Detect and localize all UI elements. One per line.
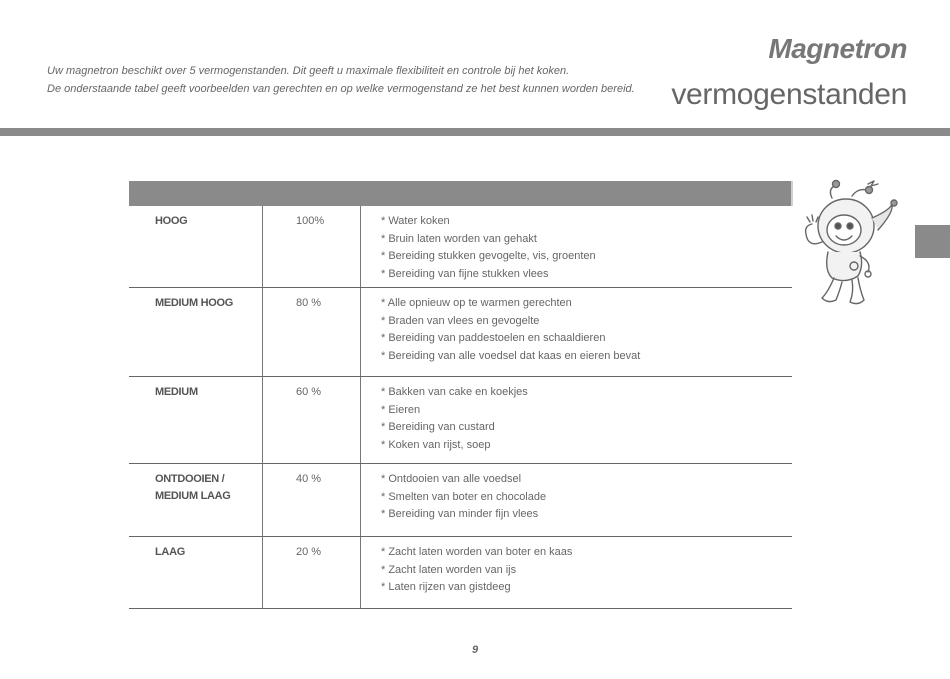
- table-row: [129, 464, 792, 537]
- power-percent: 40 %: [263, 464, 361, 536]
- usage-example-item: * Bruin laten worden van gehakt: [381, 232, 537, 245]
- page-title: Magnetron: [768, 33, 907, 64]
- usage-examples: [361, 288, 640, 365]
- power-level-name: [129, 537, 263, 608]
- table-row: [129, 377, 792, 464]
- header-divider-bar: [0, 128, 950, 136]
- usage-example-item: * Bakken van cake en koekjes: [381, 386, 528, 398]
- usage-example-item: * Bereiding stukken gevogelte, vis, groenten: [381, 250, 596, 263]
- usage-examples: [361, 537, 572, 597]
- power-percent: 100%: [263, 206, 361, 287]
- usage-example-item: * Koken van rijst, soep: [381, 438, 491, 451]
- intro-line-2: De onderstaande tabel geeft voorbeelden van gerechten en op welke vermogenstand ze het best kunnen worden bereid.: [47, 83, 635, 95]
- power-level-name: [129, 206, 263, 287]
- power-level-name-line: LAAG: [155, 546, 185, 558]
- usage-example-item: * Eieren: [381, 403, 421, 416]
- table-row: [129, 537, 792, 609]
- power-level-name-line: HOOG: [155, 215, 188, 227]
- page-number: 9: [471, 644, 479, 656]
- table-header-cap: [791, 181, 793, 206]
- power-level-name-line: MEDIUM LAAG: [155, 490, 231, 502]
- usage-example-item: * Ontdooien van alle voedsel: [381, 473, 522, 485]
- power-level-name-line: MEDIUM: [155, 386, 198, 398]
- intro-line-1: Uw magnetron beschikt over 5 vermogenstanden. Dit geeft u maximale flexibiliteit en controle bij het koken.: [47, 65, 570, 77]
- section-side-tab: [915, 225, 950, 258]
- usage-example-item: * Alle opnieuw op te warmen gerechten: [381, 297, 572, 309]
- usage-example-item: * Bereiding van custard: [381, 421, 495, 434]
- usage-example-item: * Bereiding van alle voedsel dat kaas en eieren bevat: [381, 349, 641, 362]
- robot-mascot-icon: [798, 178, 898, 312]
- usage-example-item: * Zacht laten worden van ijs: [381, 563, 517, 576]
- usage-example-item: * Bereiding van fijne stukken vlees: [381, 267, 549, 280]
- power-percent: 80 %: [263, 288, 361, 376]
- usage-example-item: * Smelten van boter en chocolade: [381, 490, 547, 503]
- power-level-name: [129, 377, 263, 463]
- usage-example-item: * Zacht laten worden van boter en kaas: [381, 546, 573, 558]
- table-header-bar: [129, 181, 792, 206]
- table-row: [129, 288, 792, 377]
- power-level-name-line: MEDIUM HOOG: [155, 297, 233, 309]
- power-levels-table: [129, 206, 792, 609]
- power-percent: 20 %: [263, 537, 361, 608]
- power-level-name-line: ONTDOOIEN /: [155, 473, 225, 485]
- intro-text: [47, 62, 657, 98]
- power-level-name: [129, 288, 263, 376]
- power-level-name: [129, 464, 263, 536]
- usage-example-item: * Water koken: [381, 215, 450, 227]
- usage-example-item: * Bereiding van paddestoelen en schaaldieren: [381, 332, 606, 345]
- usage-examples: [361, 206, 596, 283]
- usage-example-item: * Laten rijzen van gistdeeg: [381, 581, 511, 594]
- usage-examples: [361, 464, 546, 524]
- usage-example-item: * Bereiding van minder fijn vlees: [381, 508, 539, 521]
- table-row: [129, 206, 792, 288]
- usage-example-item: * Braden van vlees en gevogelte: [381, 314, 540, 327]
- usage-examples: [361, 377, 528, 454]
- power-percent: 60 %: [263, 377, 361, 463]
- page-subtitle: vermogenstanden: [671, 78, 907, 111]
